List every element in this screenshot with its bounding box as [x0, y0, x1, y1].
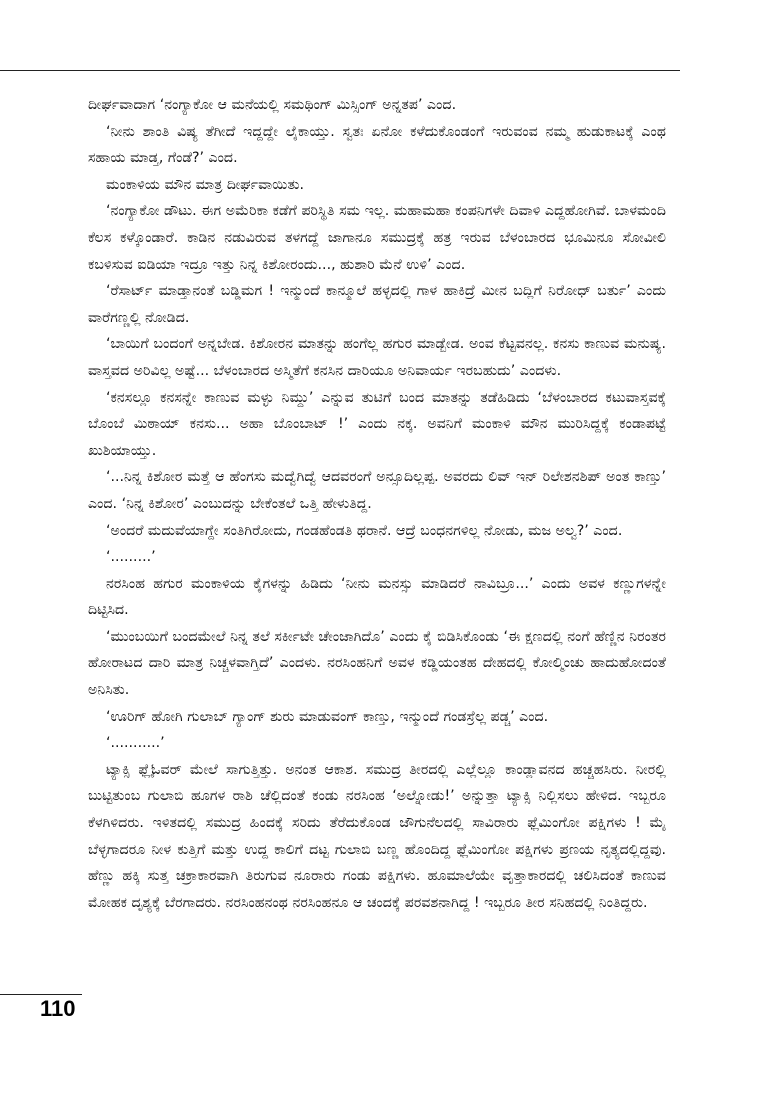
paragraph: ‘ಊರಿಗ್ ಹೋಗಿ ಗುಲಾಬ್ ಗ್ಯಾಂಗ್ ಶುರು ಮಾಡುವಂಗ್ ಕಾಣ್ತು, ಇನ್ಮುಂದೆ ಗಂಡಸ್ರೆಲ್ಲ ಪಡ್ಚ’ ಎಂದ.	[106, 708, 549, 725]
paragraph: ‘ಮುಂಬಯಿಗೆ ಬಂದಮೇಲೆ ನಿನ್ನ ತಲೆ ಸರ್ಕೀಟೇ ಚೇಂಜಾಗಿದೊ’ ಎಂದು ಕೈ ಬಿಡಿಸಿಕೊಂಡು ‘ಈ ಕ್ಷಣದಲ್ಲಿ ನಂಗೆ ಹೆಣ್ಣಿನ ನಿರಂತರ ಹೋರಾಟದ ದಾರಿ ಮಾತ್ರ ನಿಚ್ಚಳವಾಗ್ತಿದೆ’ ಎಂದಳು. ನರಸಿಂಹನಿಗೆ ಅವಳ ಕಡ್ಡಿಯಂತಹ ದೇಹದಲ್ಲಿ ಕೋಲ್ಮಿಂಚು ಹಾದುಹೋದಂತೆ ಅನಿಸಿತು.	[88, 628, 666, 699]
page-number: 110	[40, 996, 76, 1021]
ellipsis-line: ‘...........’	[106, 735, 165, 752]
paragraph: ಮಂಕಾಳಿಯ ಮೌನ ಮಾತ್ರ ದೀರ್ಘವಾಯಿತು.	[106, 176, 305, 193]
paragraph: ಟ್ಯಾಕ್ಸಿ ಫ್ಲೈಓವರ್ ಮೇಲೆ ಸಾಗುತ್ತಿತ್ತು. ಅನಂತ ಆಕಾಶ. ಸಮುದ್ರ ತೀರದಲ್ಲಿ ಎಲ್ಲೆಲ್ಲೂ ಕಾಂಡ್ಲಾವನದ ಹಚ್ಚಹಸಿರು. ನೀರಲ್ಲಿ ಬುಟ್ಟಿತುಂಬ ಗುಲಾಬಿ ಹೂಗಳ ರಾಶಿ ಚೆಲ್ಲಿದಂತೆ ಕಂಡು ನರಸಿಂಹ ‘ಅಲ್ನೋಡು!’ ಅನ್ನುತ್ತಾ ಟ್ಯಾಕ್ಸಿ ನಿಲ್ಲಿಸಲು ಹೇಳಿದ. ಇಬ್ಬರೂ ಕೆಳಗಿಳಿದರು. ಇಳಿತದಲ್ಲಿ ಸಮುದ್ರ ಹಿಂದಕ್ಕೆ ಸರಿದು ತೆರೆದುಕೊಂಡ ಜೌಗುನೆಲದಲ್ಲಿ ಸಾವಿರಾರು ಫ್ಲೆಮಿಂಗೋ ಪಕ್ಷಿಗಳು ! ಮೈ ಬೆಳ್ಳಗಾದರೂ ನೀಳ ಕುತ್ತಿಗೆ ಮತ್ತು ಉದ್ದ ಕಾಲಿಗೆ ದಟ್ಟ ಗುಲಾಬಿ ಬಣ್ಣ ಹೊಂದಿದ್ದ ಫ್ಲೆಮಿಂಗೋ ಪಕ್ಷಿಗಳು ಪ್ರಣಯ ನೃತ್ಯದಲ್ಲಿದ್ದವು. ಹೆಣ್ಣು ಹಕ್ಕಿ ಸುತ್ತ ಚಕ್ರಾಕಾರವಾಗಿ ತಿರುಗುವ ನೂರಾರು ಗಂಡು ಪಕ್ಷಿಗಳು. ಹೂಮಾಲೆಯೇ ವೃತ್ತಾಕಾರದಲ್ಲಿ ಚಲಿಸಿದಂತೆ ಕಾಣುವ ಮೋಹಕ ದೃಶ್ಯಕ್ಕೆ ಬೆರಗಾದರು. ನರಸಿಂಹನಂಥ ನರಸಿಂಹನೂ ಆ ಚಂದಕ್ಕೆ ಪರವಶನಾಗಿದ್ದ ! ಇಬ್ಬರೂ ತೀರ ಸನಿಹದಲ್ಲಿ ನಿಂತಿದ್ದರು.	[88, 761, 666, 911]
paragraph: ನರಸಿಂಹ ಹಗುರ ಮಂಕಾಳಿಯ ಕೈಗಳನ್ನು ಹಿಡಿದು ‘ನೀನು ಮನಸ್ಸು ಮಾಡಿದರೆ ನಾವಿಬ್ರೂ...’ ಎಂದು ಅವಳ ಕಣ್ಣುಗಳನ್ನೇ ದಿಟ್ಟಿಸಿದ.	[88, 575, 666, 619]
paragraph: ‘ನೀನು ಶಾಂತಿ ವಿಷ್ಯ ತೆಗೀದೆ ಇದ್ದದ್ದೇ ಲೈಕಾಯ್ತು. ಸ್ವತಃ ಏನೋ ಕಳೆದುಕೊಂಡಂಗೆ ಇರುವಂವ ನಮ್ಮ ಹುಡುಕಾಟಕ್ಕೆ ಎಂಥ ಸಹಾಯ ಮಾಡ್ತ, ಗೆಂಡೆ?’ ಎಂದ.	[88, 123, 666, 167]
paragraph: ‘...ನಿನ್ನ ಕಿಶೋರ ಮತ್ತೆ ಆ ಹೆಂಗಸು ಮದ್ವೆಗಿದ್ವೆ ಆದವರಂಗೆ ಅನ್ಸೂದಿಲ್ಲಪ್ಪ. ಅವರದು ಲಿವ್ ಇನ್ ರಿಲೇಶನಶಿಪ್ ಅಂತ ಕಾಣ್ತು’ ಎಂದ. ‘ನಿನ್ನ ಕಿಶೋರ’ ಎಂಬುದನ್ನು ಬೇಕೆಂತಲೆ ಒತ್ತಿ ಹೇಳುತಿದ್ದ.	[88, 469, 666, 512]
paragraph: ದೀರ್ಘವಾದಾಗ ‘ನಂಗ್ಯಾಕೋ ಆ ಮನೆಯಲ್ಲಿ ಸಮಥಿಂಗ್ ಮಿಸ್ಸಿಂಗ್ ಅನ್ನತಪ’ ಎಂದ.	[88, 97, 457, 113]
bottom-rule	[0, 994, 82, 995]
top-rule	[0, 70, 680, 71]
paragraph: ‘ಅಂದರೆ ಮದುವೆಯಾಗ್ದೇ ಸಂತಿಗಿರೋದು, ಗಂಡಹೆಂಡತಿ ಥರಾನೆ. ಆದ್ರೆ ಬಂಧನಗಳಿಲ್ಲ ನೋಡು, ಮಜ ಅಲ್ವ?’ ಎಂದ.	[106, 522, 623, 539]
paragraph: ‘ಬಾಯಿಗೆ ಬಂದಂಗೆ ಅನ್ನಬೇಡ. ಕಿಶೋರನ ಮಾತನ್ನು ಹಂಗೆಲ್ಲ ಹಗುರ ಮಾಡ್ಬೇಡ. ಅಂವ ಕೆಟ್ಟವನಲ್ಲ. ಕನಸು ಕಾಣುವ ಮನುಷ್ಯ. ವಾಸ್ತವದ ಅರಿವಿಲ್ಲ ಅಷ್ಟೆ... ಬೆಳಂಬಾರದ ಅಸ್ಮಿತೆಗೆ ಕನಸಿನ ದಾರಿಯೂ ಅನಿವಾರ್ಯ ಇರಬಹುದು’ ಎಂದಳು.	[88, 336, 666, 379]
ellipsis-line: ‘.........’	[106, 549, 156, 566]
paragraph: ‘ನಂಗ್ಯಾಕೋ ಡೌಟು. ಈಗ ಅಮೆರಿಕಾ ಕಡೆಗೆ ಪರಿಸ್ಥಿತಿ ಸಮ ಇಲ್ಲ. ಮಹಾಮಹಾ ಕಂಪನಿಗಳೇ ದಿವಾಳಿ ಎದ್ದಹೋಗಿವೆ. ಬಾಳಮಂದಿ ಕೆಲಸ ಕಳ್ಕೊಂಡಾರೆ. ಕಾಡಿನ ನಡುವಿರುವ ತಳಗದ್ದೆ ಜಾಗಾನೂ ಸಮುದ್ರಕ್ಕೆ ಹತ್ರ ಇರುವ ಬೆಳಂಬಾರದ ಭೂಮಿನೂ ಸೋವೀಲಿ ಕಬಳಿಸುವ ಐಡಿಯಾ ಇದ್ರೂ ಇತ್ತು ನಿನ್ನ ಕಿಶೋರಂದು..., ಹುಶಾರಿ ಮೆನೆ ಉಳಿ’ ಎಂದ.	[88, 203, 666, 273]
page-body	[88, 92, 666, 916]
paragraph: ‘ರೆಸಾರ್ಟ್ ಮಾಡ್ತಾನಂತೆ ಬಡ್ಡಿಮಗ ! ಇನ್ಮುಂದೆ ಕಾನ್ಮೂಲೆ ಹಳ್ಳದಲ್ಲಿ ಗಾಳ ಹಾಕಿದ್ರೆ ಮೀನ ಬದ್ಲಿಗೆ ನಿರೋಧ್ ಬರ್ತು’ ಎಂದು ವಾರೆಗಣ್ಣಲ್ಲಿ ನೋಡಿದ.	[88, 283, 666, 326]
paragraph: ‘ಕನಸಲ್ಲೂ ಕನಸನ್ನೇ ಕಾಣುವ ಮಳ್ಳು ನಿಮ್ದು’ ಎನ್ನುವ ತುಟಿಗೆ ಬಂದ ಮಾತನ್ನು ತಡೆಹಿಡಿದು ‘ಬೆಳಂಬಾರದ ಕಟುವಾಸ್ತವಕ್ಕೆ ಬೊಂಬೆ ಮಿಠಾಯ್ ಕನಸು... ಅಹಾ ಬೊಂಬಾಟ್ !’ ಎಂದು ನಕ್ಕ. ಅವನಿಗೆ ಮಂಕಾಳಿ ಮೌನ ಮುರಿಸಿದ್ದಕ್ಕೆ ಕಂಡಾಪಟ್ಟೆ ಖುಶಿಯಾಯ್ತು.	[88, 389, 666, 459]
